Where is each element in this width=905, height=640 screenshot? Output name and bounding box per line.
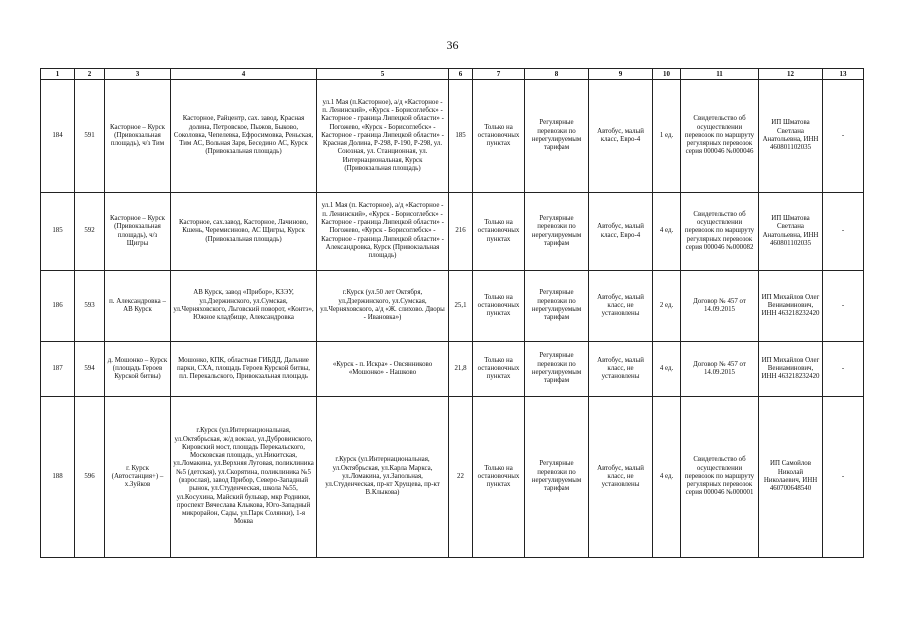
streets-cell: г.Курск (ул.Интернациональная, ул.Октябрьская, ул.Карла Маркса, ул.Ломакина, ул.Запольная, ул.Студенческая, пр-кт Хрущева, пр-кт В.Клыкова) (317, 397, 449, 558)
extra-cell: - (823, 193, 864, 271)
row-number-cell: 187 (41, 342, 75, 397)
header-cell: 2 (75, 69, 105, 80)
route-number-cell: 591 (75, 80, 105, 193)
length-cell: 25,1 (449, 271, 473, 342)
row-number-cell: 186 (41, 271, 75, 342)
transport-type-cell: Регулярные перевозки по нерегулируемым тарифам (525, 397, 589, 558)
routes-table (40, 68, 864, 558)
table-row (41, 271, 864, 342)
vehicle-cell: Автобус, малый класс, не установлены (589, 397, 653, 558)
header-row (41, 69, 864, 80)
route-number-cell: 594 (75, 342, 105, 397)
extra-cell: - (823, 397, 864, 558)
length-cell: 21,8 (449, 342, 473, 397)
carrier-cell: ИП Шматова Светлана Анатольевна, ИНН 460801102035 (759, 193, 823, 271)
row-number-cell: 185 (41, 193, 75, 271)
document-cell: Свидетельство об осуществлении перевозок по маршруту регулярных перевозок серия 000046 №000046 (681, 80, 759, 193)
route-number-cell: 593 (75, 271, 105, 342)
header-cell: 7 (473, 69, 525, 80)
page-number: 36 (446, 38, 459, 52)
document-cell: Договор № 457 от 14.09.2015 (681, 342, 759, 397)
route-name-cell: д. Мошонко – Курск (площадь Героев Курской битвы) (105, 342, 171, 397)
table-row (41, 342, 864, 397)
document-cell: Свидетельство об осуществлении перевозок по маршруту регулярных перевозок серия 000046 №000001 (681, 397, 759, 558)
carrier-cell: ИП Самойлов Николай Николаевич, ИНН 460700648540 (759, 397, 823, 558)
extra-cell: - (823, 342, 864, 397)
length-cell: 22 (449, 397, 473, 558)
row-number-cell: 184 (41, 80, 75, 193)
vehicle-count-cell: 4 ед. (653, 193, 681, 271)
document-cell: Договор № 457 от 14.09.2015 (681, 271, 759, 342)
header-cell: 9 (589, 69, 653, 80)
extra-cell: - (823, 80, 864, 193)
route-name-cell: Касторное – Курск (Привокзальная площадь), ч/з Тим (105, 80, 171, 193)
table-row (41, 397, 864, 558)
route-name-cell: г. Курск (Автостанция+) – х.Зуйков (105, 397, 171, 558)
vehicle-cell: Автобус, малый класс, не установлены (589, 342, 653, 397)
extra-cell: - (823, 271, 864, 342)
stop-order-cell: Только на остановочных пунктах (473, 271, 525, 342)
stop-order-cell: Только на остановочных пунктах (473, 342, 525, 397)
header-cell: 12 (759, 69, 823, 80)
route-name-cell: п. Александровка – АВ Курск (105, 271, 171, 342)
streets-cell: ул.1 Мая (п.Касторное), а/д «Касторное - п. Ленинский», «Курск - Борисоглебск» - Касторное - граница Липецкой области» - Погожево, «Курск - Борисоглебск» - Касторное - граница Липецкой области» - Красная Долина, Р-298, Р-190, Р-298, ул. Союзная, ул. Станционная, ул. Интернациональная, Курск (Привокзальная площадь) (317, 80, 449, 193)
vehicle-count-cell: 4 ед. (653, 342, 681, 397)
transport-type-cell: Регулярные перевозки по нерегулируемым тарифам (525, 271, 589, 342)
stop-order-cell: Только на остановочных пунктах (473, 397, 525, 558)
header-cell: 5 (317, 69, 449, 80)
header-cell: 6 (449, 69, 473, 80)
transport-type-cell: Регулярные перевозки по нерегулируемым тарифам (525, 80, 589, 193)
document-cell: Свидетельство об осуществлении перевозок по маршруту регулярных перевозок серия 000046 №000082 (681, 193, 759, 271)
header-cell: 8 (525, 69, 589, 80)
stop-order-cell: Только на остановочных пунктах (473, 193, 525, 271)
streets-cell: ул.1 Мая (п. Касторное), а/д «Касторное - п. Ленинский», «Курск - Борисоглебск» - Касторное - граница Липецкой области» - Погожево, «Курск - Борисоглебск» - Касторное - граница Липецкой области» - Александровка, Курск (Привокзальная площадь) (317, 193, 449, 271)
table-row (41, 193, 864, 271)
streets-cell: «Курск - п. Искра» - Овсянниково «Мошонко» - Нашково (317, 342, 449, 397)
vehicle-cell: Автобус, малый класс, Евро-4 (589, 193, 653, 271)
vehicle-cell: Автобус, малый класс, Евро-4 (589, 80, 653, 193)
stops-cell: Касторное, сах.завод, Касторное, Лачиново, Кшень, Черемисиново, АС Щигры, Курск (Привокзальная площадь) (171, 193, 317, 271)
length-cell: 216 (449, 193, 473, 271)
header-cell: 11 (681, 69, 759, 80)
stops-cell: АВ Курск, завод «Прибор», КЗЭУ, ул.Дзержинского, ул.Сумская, ул.Черняховского, Льговский поворот, «Контэ», Южное кладбище, Александровка (171, 271, 317, 342)
vehicle-count-cell: 4 ед. (653, 397, 681, 558)
transport-type-cell: Регулярные перевозки по нерегулируемым тарифам (525, 193, 589, 271)
route-number-cell: 596 (75, 397, 105, 558)
header-cell: 13 (823, 69, 864, 80)
header-cell: 4 (171, 69, 317, 80)
carrier-cell: ИП Михайлов Олег Вениаминович, ИНН 463218232420 (759, 271, 823, 342)
carrier-cell: ИП Шматова Светлана Анатольевна, ИНН 460801102035 (759, 80, 823, 193)
header-cell: 1 (41, 69, 75, 80)
stop-order-cell: Только на остановочных пунктах (473, 80, 525, 193)
stops-cell: Мошонко, КПК, областная ГИБДД, Дальние парки, СХА, площадь Героев Курской битвы, пл. Перекальского, Привокзальная площадь (171, 342, 317, 397)
header-cell: 10 (653, 69, 681, 80)
streets-cell: г.Курск (ул.50 лет Октября, ул.Дзержинского, ул.Сумская, ул.Черняховского, а/д «Ж. слихово. Дворы - Ивановка») (317, 271, 449, 342)
vehicle-count-cell: 2 ед. (653, 271, 681, 342)
stops-cell: г.Курск (ул.Интернациональная, ул.Октябрьская, ж/д вокзал, ул.Дубровинского, Кировский мост, площадь Перекальского, Московская площадь, ул.Никитская, ул.Ломакина, ул.Верхняя Луговая, поликлиника №5 (детская), ул.Скорятина, поликлиника №5 (взрослая), завод Прибор, Северо-Западный рынок, ул.Студенческая, школа №55, ул.Косухина, Майский бульвар, мкр Родники, проспект Вячеслава Клыкова, Юго-Западный микрорайон, Сады, ул.Парк Солянки), 1-я Моква (171, 397, 317, 558)
route-number-cell: 592 (75, 193, 105, 271)
vehicle-count-cell: 1 ед. (653, 80, 681, 193)
carrier-cell: ИП Михайлов Олег Вениаминович, ИНН 463218232420 (759, 342, 823, 397)
stops-cell: Касторное, Райцентр, сах. завод, Красная долина, Петровское, Пыжов, Быково, Соколовка, Чепелевка, Ефросимовка, Реньская, Тим АС, Вольная Заря, Беседино АС, Курск (Привокзальная площадь) (171, 80, 317, 193)
route-name-cell: Касторное – Курск (Привокзальная площадь), ч/з Щигры (105, 193, 171, 271)
header-cell: 3 (105, 69, 171, 80)
length-cell: 185 (449, 80, 473, 193)
transport-type-cell: Регулярные перевозки по нерегулируемым тарифам (525, 342, 589, 397)
vehicle-cell: Автобус, малый класс, не установлены (589, 271, 653, 342)
row-number-cell: 188 (41, 397, 75, 558)
table-row (41, 80, 864, 193)
